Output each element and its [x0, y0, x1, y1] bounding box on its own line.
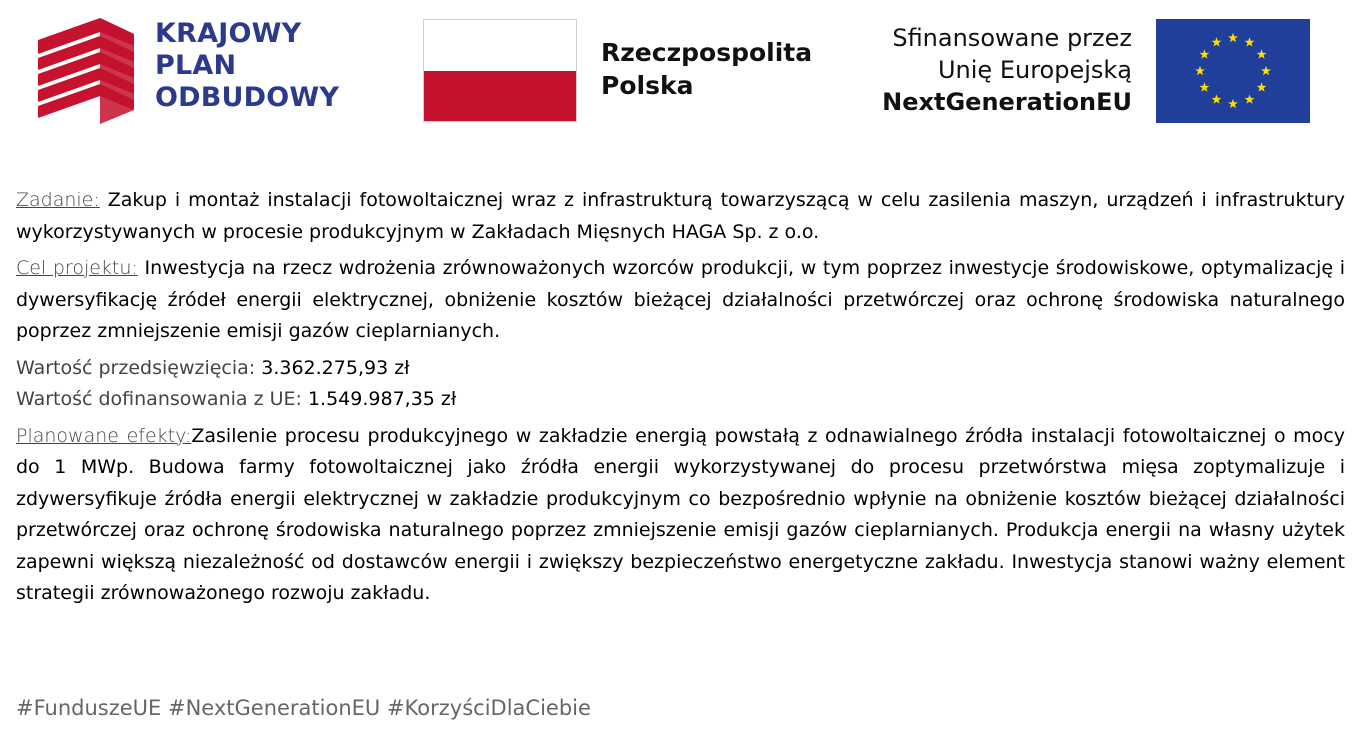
effects-label: Planowane efekty: [16, 424, 192, 447]
kpo-line-1: KRAJOWY [155, 18, 302, 49]
goal-label: Cel projektu: [16, 257, 138, 279]
logo-bar [0, 0, 1366, 140]
hashtags: #FunduszeUE #NextGenerationEU #KorzyściDlaCiebie [16, 696, 591, 720]
value-line [16, 353, 1345, 385]
poland-line-2: Polska [601, 71, 694, 100]
value-label: Wartość przedsięwzięcia: [16, 356, 256, 379]
poland-flag-icon [423, 19, 577, 122]
effects-text: Zasilenie procesu produkcyjnego w zakładzie energią powstałą z odnawialnego źródła instalacji fotowoltaicznej o mocy do 1 MWp. Budowa farmy fotowoltaicznej jako źródła energii wykorzystywanej do procesu przetwórstwa mięsa zoptymalizuje i zdywersyfikuje źródła energii elektrycznej w zakładzie produkcyjnym co bezpośrednio wpłynie na obniżenie kosztów bieżącej działalności przetwórczej oraz ochronę środowiska naturalnego poprzez zmniejszenie emisji gazów cieplarnianych. Produkcja energii na własny użytek zapewni większą niezależność od dostawców energii i zwiększy bezpieczeństwo energetyczne zakładu. Inwestycja stanowi ważny element strategii zrównoważonego rozwoju zakładu. [16, 424, 1345, 604]
effects-paragraph [16, 421, 1345, 610]
eu-flag-icon [1156, 19, 1310, 123]
kpo-line-2: PLAN [155, 50, 237, 81]
funding-label: Wartość dofinansowania z UE: [16, 388, 302, 410]
poland-line-1: Rzeczpospolita [601, 38, 813, 67]
eu-brand: NextGenerationEU [882, 88, 1132, 116]
eu-funding-text [882, 22, 1132, 118]
eu-line-2: Unię Europejską [937, 56, 1132, 84]
funding-line [16, 384, 1345, 416]
kpo-logo-text [155, 18, 339, 114]
kpo-logo-icon [38, 18, 134, 124]
poland-logo-text [601, 36, 812, 102]
goal-paragraph [16, 253, 1345, 348]
task-label: Zadanie: [16, 189, 100, 211]
project-description [16, 185, 1345, 615]
kpo-line-3: ODBUDOWY [155, 82, 340, 113]
task-text: Zakup i montaż instalacji fotowoltaicznej wraz z infrastrukturą towarzyszącą w celu zasilenia maszyn, urządzeń i infrastruktury wykorzystywanych w procesie produkcyjnym w Zakładach Mięsnych HAGA Sp. z o.o. [16, 189, 1345, 243]
task-paragraph [16, 185, 1345, 248]
eu-line-1: Sfinansowane przez [892, 24, 1132, 52]
funding-amount: 1.549.987,35 zł [307, 388, 457, 410]
goal-text: Inwestycja na rzecz wdrożenia zrównoważonych wzorców produkcji, w tym poprzez inwestycje środowiskowe, optymalizację i dywersyfikację źródeł energii elektrycznej, obniżenie kosztów bieżącej działalności przetwórczej oraz ochronę środowiska naturalnego poprzez zmniejszenie emisji gazów cieplarnianych. [16, 257, 1345, 342]
value-amount: 3.362.275,93 zł [261, 356, 410, 379]
